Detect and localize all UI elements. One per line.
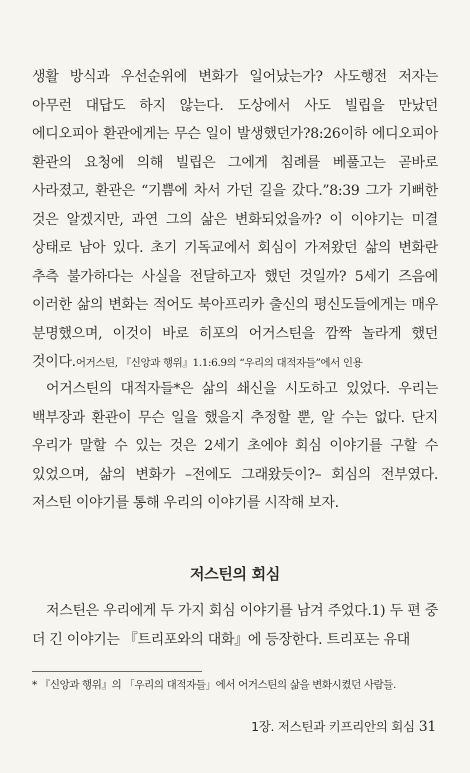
section-heading: 저스틴의 회심 [189,565,281,583]
body-paragraph-1 [32,63,438,378]
chapter-title: 1장. 저스틴과 키프리안의 회심 [251,719,415,734]
running-footer [251,717,436,735]
body-paragraph-2: 어거스틴의 대적자들*은 삶의 쇄신을 시도하고 있었다. 우리는 백부장과 환관이 무슨 일을 했을지 추정할 뿐, 알 수는 없다. 단지 우리가 말할 수 있는 것은 2세기 초에야 회심 이야기를 구할 수 있었으며, 삶의 변화가 –전에도 그래왔듯이?– 회심의 전부였다. 저스틴 이야기를 통해 우리의 이야기를 시작해 보자. [32,381,438,511]
body-paragraph-3: 저스틴은 우리에게 두 가지 회심 이야기를 남겨 주었다.1) 두 편 중 더 긴 이야기는 『트리포와의 대화』에 등장한다. 트리포는 유대 [32,603,438,648]
page-number: 31 [418,719,436,735]
paragraph-1-text: 생활 방식과 우선순위에 변화가 일어났는가? 사도행전 저자는 아무런 대답도 하지 않는다. 도상에서 사도 빌립을 만났던 에디오피아 환관에게는 무슨 일이 발생했던가?8:26이하 에디오피아 환관의 요청에 의해 빌립은 그에게 침례를 베풀고는 곧바로 사라졌고, 환관은 “기쁨에 차서 가던 길을 갔다.”8:39 그가 기뻐한 것은 알겠지만, 과연 그의 삶은 변화되었을까? 이 이야기는 미결 상태로 남아 있다. 초기 기독교에서 회심이 가져왔던 삶의 변화란 추측 불가하다는 사실을 전달하고자 했던 것일까? 5세기 즈음에 이러한 삶의 변화는 적어도 북아프리카 출신의 평신도들에게는 매우 분명했으며, 이것이 바로 히포의 어거스틴을 깜짝 놀라게 했던 것이다. [32,69,438,370]
footnote-divider [32,671,202,672]
paragraph-1-citation: 어거스틴, 『신앙과 행위』1.1:6.9의 “우리의 대적자들”에서 인용 [75,357,363,369]
footnote: * 『신앙과 행위』의 「우리의 대적자들」에서 어거스틴의 삶을 변화시켰던 사람들. [32,679,396,691]
